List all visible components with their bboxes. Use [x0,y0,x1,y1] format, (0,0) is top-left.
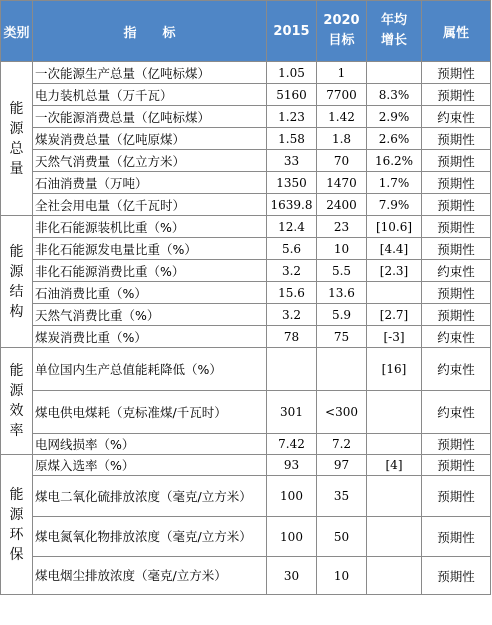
value-2020-cell: 23 [317,216,367,238]
value-2020-cell: 10 [317,557,367,595]
value-2020-cell: 97 [317,455,367,476]
value-2020-cell: 7700 [317,84,367,106]
growth-cell: [4.4] [367,238,422,260]
table-row [1,260,491,282]
value-2015-cell: 1.58 [267,128,317,150]
value-2015-cell: 7.42 [267,434,317,455]
attribute-cell: 约束性 [422,326,491,348]
header-category: 类别 [1,1,33,62]
table-row [1,517,491,557]
growth-cell [367,517,422,557]
value-2015-cell: 1639.8 [267,194,317,216]
table-row [1,391,491,434]
attribute-cell: 约束性 [422,348,491,391]
value-2015-cell: 78 [267,326,317,348]
indicator-cell: 非化石能源发电量比重（%） [33,238,267,260]
value-2020-cell: 75 [317,326,367,348]
indicator-cell: 电网线损率（%） [33,434,267,455]
table-row [1,128,491,150]
table-row [1,557,491,595]
table-row [1,348,491,391]
value-2015-cell [267,348,317,391]
attribute-cell: 预期性 [422,194,491,216]
value-2020-cell: 50 [317,517,367,557]
indicator-cell: 煤电氮氧化物排放浓度（毫克/立方米） [33,517,267,557]
indicator-cell: 一次能源消费总量（亿吨标煤） [33,106,267,128]
value-2015-cell: 1.05 [267,62,317,84]
attribute-cell: 预期性 [422,557,491,595]
attribute-cell: 约束性 [422,106,491,128]
growth-cell: [10.6] [367,216,422,238]
indicator-cell: 一次能源生产总量（亿吨标煤） [33,62,267,84]
value-2015-cell: 3.2 [267,304,317,326]
attribute-cell: 预期性 [422,128,491,150]
attribute-cell: 预期性 [422,455,491,476]
attribute-cell: 预期性 [422,304,491,326]
value-2020-cell: 2400 [317,194,367,216]
growth-cell: 2.9% [367,106,422,128]
value-2015-cell: 100 [267,517,317,557]
value-2015-cell: 12.4 [267,216,317,238]
table-row [1,216,491,238]
growth-cell [367,476,422,517]
value-2015-cell: 301 [267,391,317,434]
table-row [1,238,491,260]
table-row [1,194,491,216]
category-cell: 能源效率 [1,348,33,455]
attribute-cell: 约束性 [422,391,491,434]
attribute-cell: 预期性 [422,238,491,260]
value-2020-cell: 1 [317,62,367,84]
attribute-cell: 约束性 [422,260,491,282]
attribute-cell: 预期性 [422,150,491,172]
growth-cell: [-3] [367,326,422,348]
growth-cell [367,557,422,595]
value-2015-cell: 100 [267,476,317,517]
header-2020-target [317,1,367,62]
header-2020-label: 目标 [328,33,355,48]
table-row [1,172,491,194]
indicator-cell: 单位国内生产总值能耗降低（%） [33,348,267,391]
indicator-cell: 煤炭消费比重（%） [33,326,267,348]
indicator-cell: 非化石能源装机比重（%） [33,216,267,238]
growth-cell [367,282,422,304]
growth-cell: 7.9% [367,194,422,216]
header-growth-line1: 年均 [380,13,407,28]
value-2015-cell: 1350 [267,172,317,194]
indicator-cell: 煤电烟尘排放浓度（毫克/立方米） [33,557,267,595]
indicator-cell: 非化石能源消费比重（%） [33,260,267,282]
attribute-cell: 预期性 [422,517,491,557]
table-row [1,62,491,84]
growth-cell: [4] [367,455,422,476]
header-indicator: 指 标 [33,1,267,62]
table-row [1,455,491,476]
indicator-cell: 煤炭消费总量（亿吨原煤） [33,128,267,150]
value-2020-cell [317,348,367,391]
growth-cell [367,434,422,455]
indicator-cell: 天然气消费比重（%） [33,304,267,326]
value-2020-cell: 35 [317,476,367,517]
value-2020-cell: 10 [317,238,367,260]
header-growth-line2: 增长 [380,33,407,48]
growth-cell: 2.6% [367,128,422,150]
value-2020-cell: 7.2 [317,434,367,455]
indicator-cell: 石油消费比重（%） [33,282,267,304]
growth-cell: [16] [367,348,422,391]
value-2020-cell: 5.5 [317,260,367,282]
header-annual-growth [367,1,422,62]
table-row [1,326,491,348]
table-row [1,84,491,106]
growth-cell: 16.2% [367,150,422,172]
value-2015-cell: 15.6 [267,282,317,304]
attribute-cell: 预期性 [422,434,491,455]
table-row [1,150,491,172]
value-2020-cell: 1.8 [317,128,367,150]
table-row [1,282,491,304]
header-2015: 2015 [267,1,317,62]
table-row [1,106,491,128]
header-2020-year: 2020 [323,13,360,28]
value-2020-cell: <300 [317,391,367,434]
value-2015-cell: 5.6 [267,238,317,260]
growth-cell [367,62,422,84]
indicator-cell: 煤电二氧化硫排放浓度（毫克/立方米） [33,476,267,517]
growth-cell: [2.3] [367,260,422,282]
attribute-cell: 预期性 [422,216,491,238]
value-2020-cell: 70 [317,150,367,172]
attribute-cell: 预期性 [422,282,491,304]
value-2015-cell: 93 [267,455,317,476]
value-2020-cell: 1470 [317,172,367,194]
value-2015-cell: 5160 [267,84,317,106]
value-2020-cell: 5.9 [317,304,367,326]
value-2015-cell: 33 [267,150,317,172]
table-header-row [1,1,491,62]
category-cell: 能源总量 [1,62,33,216]
growth-cell: [2.7] [367,304,422,326]
attribute-cell: 预期性 [422,476,491,517]
value-2015-cell: 1.23 [267,106,317,128]
table-row [1,434,491,455]
attribute-cell: 预期性 [422,84,491,106]
indicator-cell: 原煤入选率（%） [33,455,267,476]
indicator-cell: 电力装机总量（万千瓦） [33,84,267,106]
header-attribute: 属性 [422,1,491,62]
value-2020-cell: 13.6 [317,282,367,304]
value-2020-cell: 1.42 [317,106,367,128]
category-cell: 能源结构 [1,216,33,348]
indicator-cell: 全社会用电量（亿千瓦时） [33,194,267,216]
attribute-cell: 预期性 [422,172,491,194]
growth-cell [367,391,422,434]
indicator-cell: 石油消费量（万吨） [33,172,267,194]
value-2015-cell: 30 [267,557,317,595]
indicator-cell: 天然气消费量（亿立方米） [33,150,267,172]
attribute-cell: 预期性 [422,62,491,84]
growth-cell: 1.7% [367,172,422,194]
table-row [1,304,491,326]
indicator-cell: 煤电供电煤耗（克标准煤/千瓦时） [33,391,267,434]
category-cell: 能源环保 [1,455,33,595]
growth-cell: 8.3% [367,84,422,106]
value-2015-cell: 3.2 [267,260,317,282]
table-row [1,476,491,517]
